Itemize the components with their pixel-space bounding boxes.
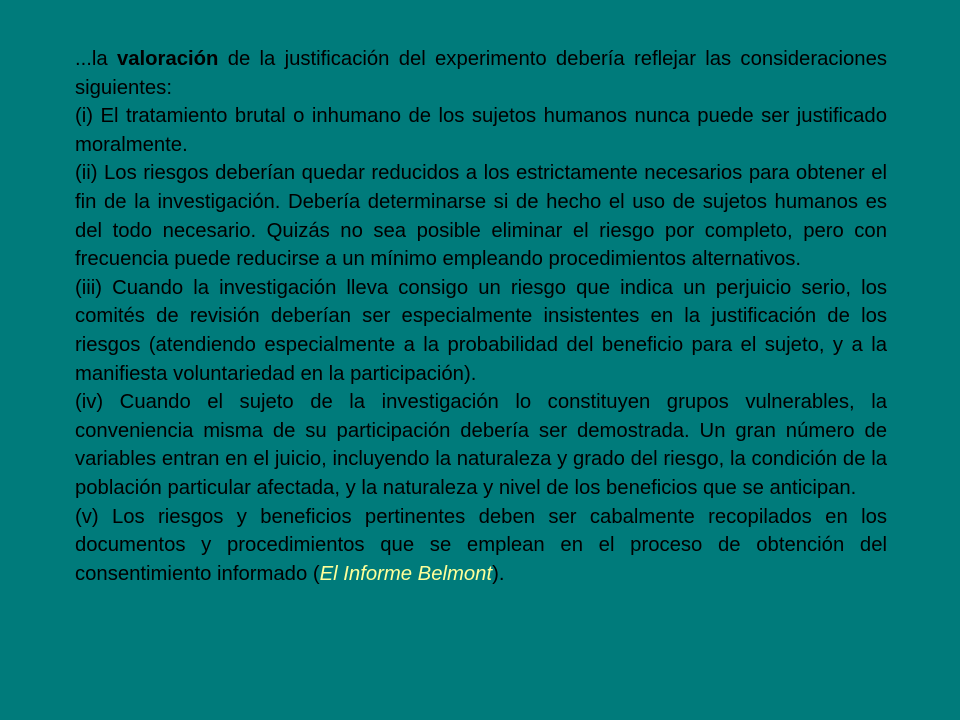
point-v (75, 503, 887, 589)
slide-text-body (75, 45, 887, 588)
point-i: (i) El tratamiento brutal o inhumano de los sujetos humanos nunca puede ser justificado moralmente. (75, 105, 887, 156)
intro-paragraph (75, 45, 887, 102)
citation-title: El Informe Belmont (319, 562, 493, 585)
intro-bold-word: valoración (116, 48, 219, 70)
intro-suffix: de la justificación del experimento debería reflejar las consideraciones siguientes: (75, 48, 887, 99)
point-v-text: (v) Los riesgos y beneficios pertinentes deben ser cabalmente recopilados en los documentos y procedimientos que se emplean en el proceso de obtención del consentimiento informado ( (75, 505, 887, 585)
point-iii: (iii) Cuando la investigación lleva consigo un riesgo que indica un perjuicio serio, los comités de revisión deberían ser especialmente insistentes en la justificación de los riesgos (atendiendo especialmente a la probabilidad del beneficio para el sujeto, y a la manifiesta voluntariedad en la participación). (75, 276, 887, 385)
point-v-closing: ). (492, 562, 505, 585)
point-ii: (ii) Los riesgos deberían quedar reducidos a los estrictamente necesarios para obtener el fin de la investigación. Debería determinarse si de hecho el uso de sujetos humanos es del todo necesario. Quizás no sea posible eliminar el riesgo por completo, pero con frecuencia puede reducirse a un mínimo empleando procedimientos alternativos. (75, 162, 887, 271)
point-iv: (iv) Cuando el sujeto de la investigación lo constituyen grupos vulnerables, la conveniencia misma de su participación debería ser demostrada. Un gran número de variables entran en el juicio, incluyendo la naturaleza y grado del riesgo, la condición de la población particular afectada, y la naturaleza y nivel de los beneficios que se anticipan. (75, 391, 887, 499)
intro-prefix: ...la (75, 48, 117, 70)
